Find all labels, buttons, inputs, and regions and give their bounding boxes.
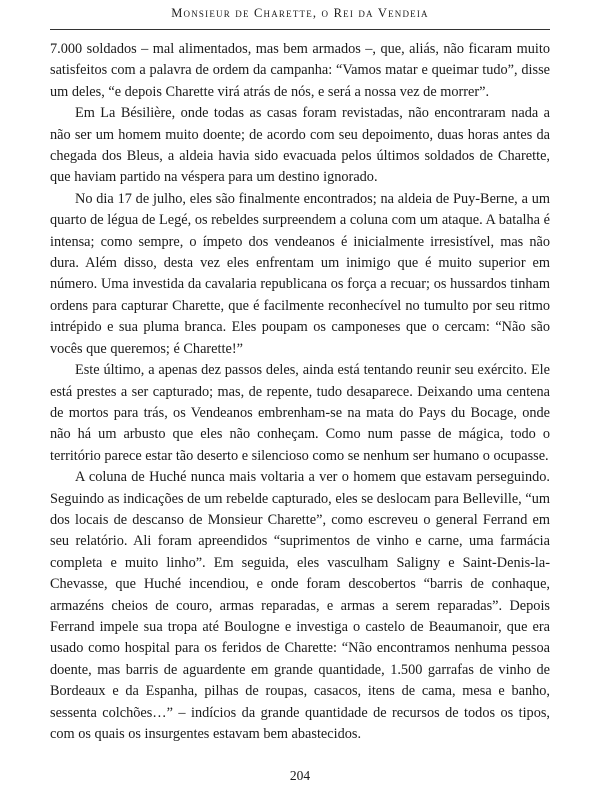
paragraph: A coluna de Huché nunca mais voltaria a ver o homem que estavam perseguindo. Seguindo as indicações de um rebelde capturado, eles se deslocam para Belleville, “um dos locais de descanso de Monsieur Charette”, como escreveu o general Ferrand em seu relatório. Ali foram apreendidos “suprimentos de vinho e carne, uma farmácia completa e muito linho”. Em seguida, eles vasculham Saligny e Saint-Denis-la-Chevasse, que Huché incendiou, e onde foram descobertos “barris de conhaque, armazéns cheios de couro, armas reparadas, e armas a serem reparadas”. Depois Ferrand impele sua tropa até Boulogne e investiga o castelo de Beaumanoir, que era usado como hospital para os feridos de Charette: “Não encontramos nenhuma pessoa doente, mas barris de aguardente em grande quantidade, 1.500 garrafas de vinho de Bordeaux e da Espanha, pilhas de roupas, casacos, itens de cama, mesa e banho, sessenta colchões…” – indícios da grande quantidade de recursos de todos os tipos, com os quais os insurgentes estavam bem abastecidos. [50, 469, 550, 742]
header-divider [50, 29, 550, 30]
paragraph: No dia 17 de julho, eles são finalmente encontrados; na aldeia de Puy-Berne, a um quarto de légua de Legé, os rebeldes surpreendem a coluna com um ataque. A batalha é intensa; como sempre, o ímpeto dos vendeanos é inicialmente irresistível, mas não dura. Além disso, desta vez eles enfrentam um inimigo que é muito superior em número. Uma investida da cavalaria republicana os força a recuar; os hussardos tinham ordens para capturar Charette, que é facilmente reconhecível no tumulto por seu ritmo intrépido e sua pluma branca. Eles poupam os camponeses que o cercam: “Não são vocês que queremos; é Charette!” [50, 190, 550, 357]
paragraph: Em La Bésilière, onde todas as casas foram revistadas, não encontraram nada a não ser um homem muito doente; de acordo com seu depoimento, duas horas antes da chegada dos Bleus, a aldeia havia sido evacuada pelos últimos soldados de Charette, que haviam partido na véspera para um destino ignorado. [50, 105, 550, 186]
paragraph: Este último, a apenas dez passos deles, ainda está tentando reunir seu exército. Ele está prestes a ser capturado; mas, de repente, tudo desaparece. Deixando uma centena de mortos para trás, os Vendeanos embrenham-se na mata do Pays du Bocage, onde não há um arbusto que eles não conheçam. Como num passe de mágica, todo o território parece estar tão deserto e silencioso como se nenhum ser humano o ocupasse. [50, 362, 550, 464]
body-text [50, 39, 550, 745]
page-number: 204 [289, 768, 311, 783]
paragraph: 7.000 soldados – mal alimentados, mas bem armados –, que, aliás, não ficaram muito satisfeitos com a palavra de ordem da campanha: “Vamos matar e queimar tudo”, disse um deles, “e depois Charette virá atrás de nós, e será a nossa vez de morrer”. [50, 41, 550, 100]
running-head: Monsieur de Charette, o Rei da Vendeia [171, 6, 429, 20]
